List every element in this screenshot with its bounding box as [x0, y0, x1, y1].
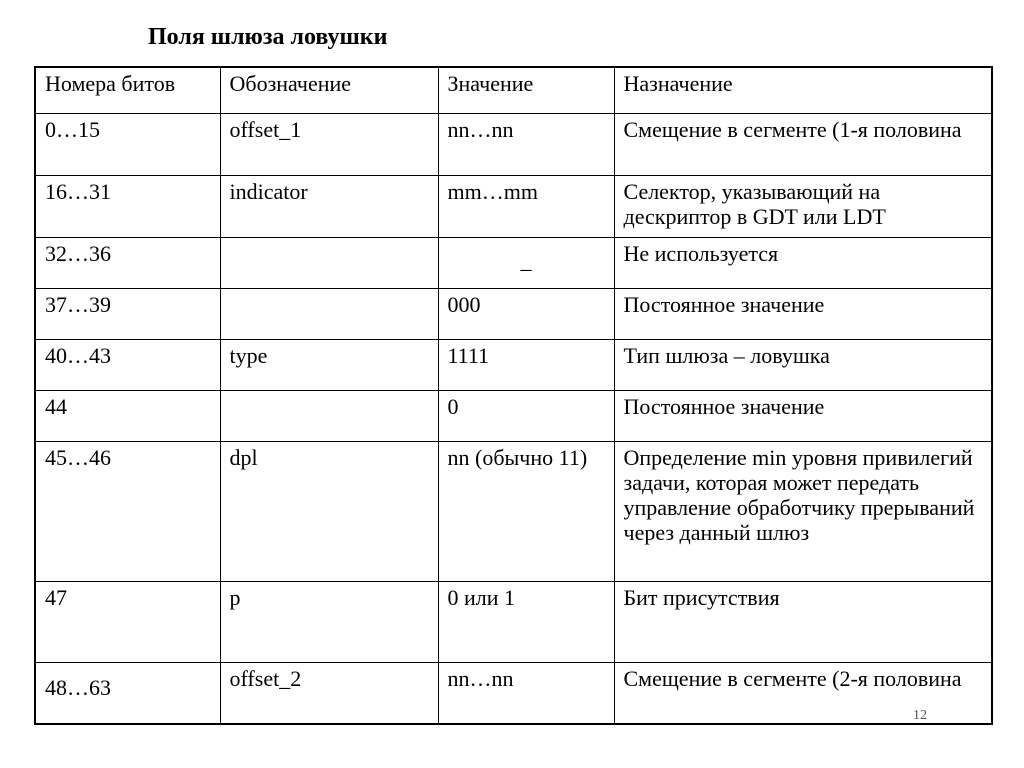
- purpose-cell: Постоянное значение: [614, 288, 992, 339]
- purpose-cell: Тип шлюза – ловушка: [614, 339, 992, 390]
- name-cell: indicator: [220, 175, 438, 237]
- bits-cell: 47: [35, 581, 220, 662]
- value-cell: nn…nn: [438, 662, 614, 724]
- bits-cell: 40…43: [35, 339, 220, 390]
- purpose-cell: Смещение в сегменте (1-я половина: [614, 113, 992, 175]
- value-cell: _: [438, 237, 614, 288]
- table-row: [35, 441, 992, 581]
- purpose-cell: Бит присутствия: [614, 581, 992, 662]
- bits-cell: 32…36: [35, 237, 220, 288]
- bits-cell: 44: [35, 390, 220, 441]
- name-cell: p: [220, 581, 438, 662]
- value-cell: mm…mm: [438, 175, 614, 237]
- bits-cell: 45…46: [35, 441, 220, 581]
- purpose-cell: Смещение в сегменте (2-я половина: [614, 662, 992, 724]
- name-cell: offset_2: [220, 662, 438, 724]
- value-cell: 1111: [438, 339, 614, 390]
- header-value: Значение: [438, 67, 614, 113]
- name-cell: offset_1: [220, 113, 438, 175]
- name-cell: [220, 237, 438, 288]
- table-row: [35, 390, 992, 441]
- slide-title: Поля шлюза ловушки: [148, 24, 388, 50]
- table-row: [35, 113, 992, 175]
- name-cell: type: [220, 339, 438, 390]
- purpose-cell: Постоянное значение: [614, 390, 992, 441]
- table-header-row: [35, 67, 992, 113]
- header-name: Обозначение: [220, 67, 438, 113]
- bits-cell: 37…39: [35, 288, 220, 339]
- bits-cell: 16…31: [35, 175, 220, 237]
- trap-gate-fields-table: [34, 66, 993, 725]
- page-number: 12: [913, 708, 927, 723]
- table-row: [35, 237, 992, 288]
- value-cell: nn…nn: [438, 113, 614, 175]
- table-row: [35, 339, 992, 390]
- bits-cell: 0…15: [35, 113, 220, 175]
- purpose-cell: Не используется: [614, 237, 992, 288]
- purpose-cell: Селектор, указывающий на дескриптор в GDT или LDT: [614, 175, 992, 237]
- table-row: [35, 288, 992, 339]
- value-cell: 0: [438, 390, 614, 441]
- name-cell: [220, 288, 438, 339]
- purpose-cell: Определение min уровня привилегий задачи, которая может передать управление обработчику прерываний через данный шлюз: [614, 441, 992, 581]
- bits-cell: 48…63: [35, 662, 220, 724]
- table-row: [35, 175, 992, 237]
- value-cell: 000: [438, 288, 614, 339]
- table-row: [35, 662, 992, 724]
- header-bits: Номера битов: [35, 67, 220, 113]
- header-purpose: Назначение: [614, 67, 992, 113]
- name-cell: dpl: [220, 441, 438, 581]
- value-cell: 0 или 1: [438, 581, 614, 662]
- table-row: [35, 581, 992, 662]
- name-cell: [220, 390, 438, 441]
- value-cell: nn (обычно 11): [438, 441, 614, 581]
